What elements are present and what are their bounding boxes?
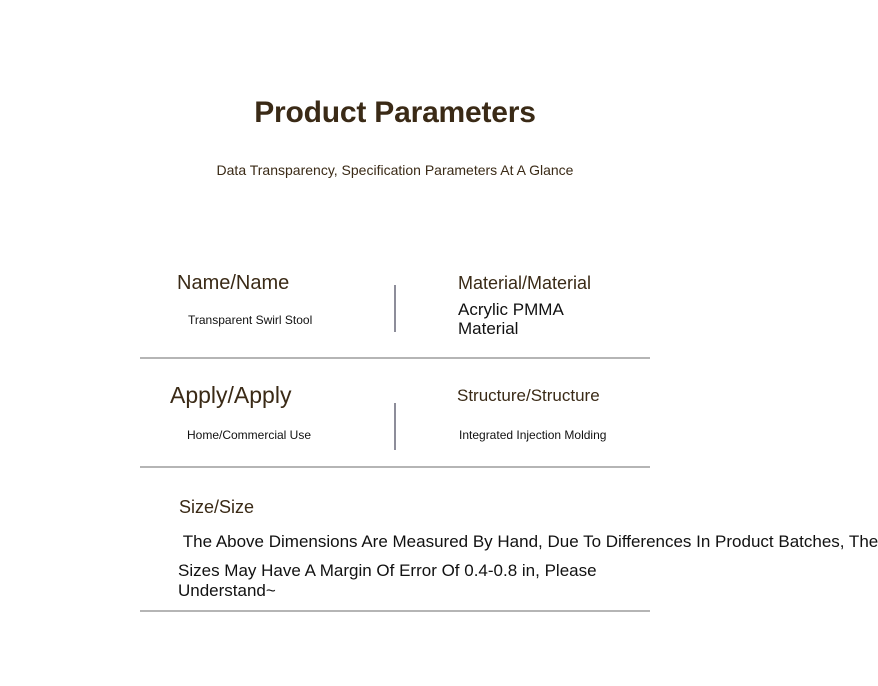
- row-divider: [140, 466, 650, 468]
- name-label: Name/Name: [177, 272, 290, 294]
- row-divider: [140, 610, 650, 612]
- structure-label: Structure/Structure: [457, 386, 600, 405]
- structure-value: Integrated Injection Molding: [459, 428, 607, 442]
- column-divider: [394, 285, 396, 332]
- apply-value: Home/Commercial Use: [187, 428, 312, 442]
- column-divider: [394, 403, 396, 450]
- material-label: Material/Material: [458, 273, 592, 293]
- size-note-line2: Sizes May Have A Margin Of Error Of 0.4-0.8 in, Please: [178, 561, 597, 580]
- apply-label: Apply/Apply: [170, 382, 292, 408]
- material-value-line2: Material: [458, 319, 519, 338]
- name-value: Transparent Swirl Stool: [188, 313, 313, 327]
- page-subtitle: Data Transparency, Specification Parameters At A Glance: [216, 162, 574, 178]
- size-note-line1: The Above Dimensions Are Measured By Hand, Due To Differences In Product Batches, The: [182, 532, 878, 551]
- size-note-line3: Understand~: [178, 581, 276, 600]
- material-value-line1: Acrylic PMMA: [458, 300, 564, 319]
- row-divider: [140, 357, 650, 359]
- size-label: Size/Size: [179, 497, 255, 517]
- page-title: Product Parameters: [254, 96, 536, 129]
